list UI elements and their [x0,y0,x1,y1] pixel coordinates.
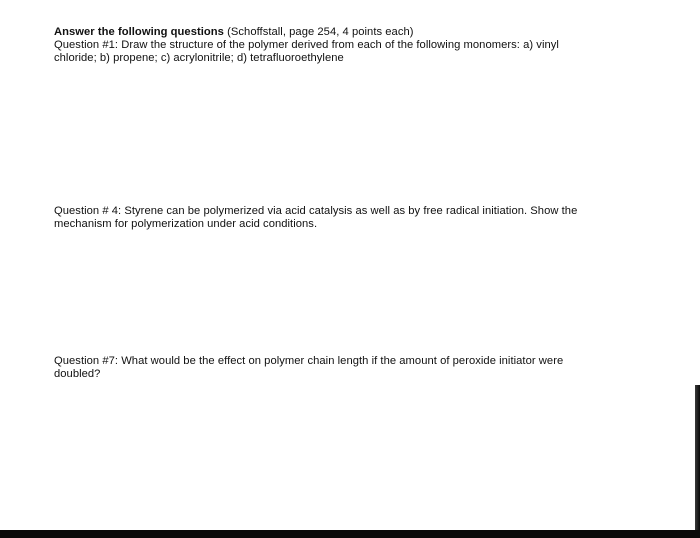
instructions-source: (Schoffstall, page 254, 4 points each) [223,26,414,38]
question-4-line-2: mechanism for polymerization under acid conditions. [54,218,318,230]
question-7-line-1: Question #7: What would be the effect on polymer chain length if the amount of peroxide initiator were [54,355,564,367]
question-1-line-2: chloride; b) propene; c) acrylonitrile; d) tetrafluoroethylene [54,52,344,64]
instructions-title: Answer the following questions [54,26,224,38]
question-4-line-1: Question # 4: Styrene can be polymerized via acid catalysis as well as by free radical initiation. Show the [54,205,578,217]
page-bottom-edge-shadow [0,530,700,538]
question-7 [54,355,654,381]
question-7-line-2: doubled? [54,368,101,380]
question-4 [54,205,654,231]
instructions-heading [54,26,654,39]
page-right-edge-shadow [695,385,700,538]
question-1-line-1: Question #1: Draw the structure of the polymer derived from each of the following monomers: a) vinyl [54,39,559,51]
header-and-question-1 [54,26,654,65]
